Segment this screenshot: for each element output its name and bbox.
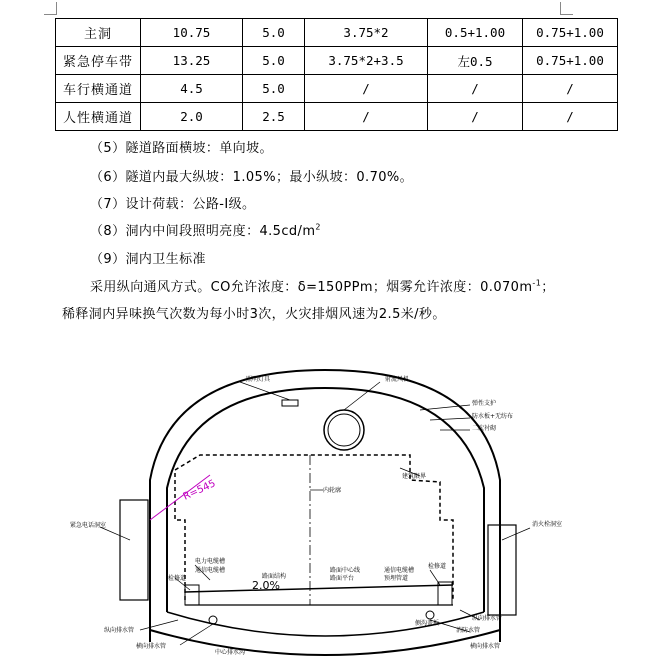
radius-label: R=545 [181, 478, 218, 503]
label-bottom-right-1: 侧沟盖板 [415, 620, 440, 627]
table-cell: 4.5 [141, 75, 243, 103]
label-bottom-right-2: 消防水管 [456, 627, 481, 634]
table-cell: 2.0 [141, 103, 243, 131]
table-cell: 5.0 [243, 19, 305, 47]
right-drain-pipe-icon [426, 611, 434, 619]
table-cell: 10.75 [141, 19, 243, 47]
item-8-superscript: 2 [315, 222, 321, 232]
table-cell: / [305, 103, 428, 131]
table-cell: 3.75*2 [305, 19, 428, 47]
jet-fan-inner-icon [328, 414, 360, 446]
table-cell: / [523, 103, 618, 131]
label-bottom-right-4: 横向排水管 [470, 643, 501, 650]
label-left-mid-3: 检修道 [168, 575, 187, 582]
table-cell: 0.75+1.00 [523, 47, 618, 75]
label-left-mid-2: 通信电缆槽 [195, 567, 226, 574]
label-road-2: 路面中心线 [330, 567, 361, 574]
label-upper-right-2: 防水板+无纺布 [472, 413, 514, 420]
label-road-3: 路面平台 [330, 575, 355, 582]
ventilation-superscript: -1 [532, 278, 542, 288]
label-left-mid-1: 电力电缆槽 [195, 558, 226, 565]
table-cell: 13.25 [141, 47, 243, 75]
radius-leader [150, 475, 210, 520]
item-6-longitudinal-slope: （6）隧道内最大纵坡：1.05%；最小纵坡：0.70%。 [90, 170, 414, 185]
row-header-cell: 主洞 [56, 19, 141, 47]
slope-label: 2.0% [252, 579, 280, 592]
row-header-cell: 人性横通道 [56, 103, 141, 131]
item-8-text: （8）洞内中间段照明亮度：4.5cd/m [90, 224, 316, 239]
label-road-1: 路面结构 [262, 573, 287, 580]
table-cell: / [428, 75, 523, 103]
table-cell: 3.75*2+3.5 [305, 47, 428, 75]
invert-arc [150, 630, 500, 655]
crown-lamp-icon [282, 400, 298, 406]
table-cell: / [523, 75, 618, 103]
table-cell: 左0.5 [428, 47, 523, 75]
road-surface-line [185, 585, 453, 592]
table-cell: 0.75+1.00 [523, 19, 618, 47]
label-left-box: 紧急电话洞室 [70, 522, 107, 529]
label-upper-right-1: 弹性支护 [472, 400, 497, 407]
label-bottom-left-2: 横向排水管 [136, 643, 167, 650]
table-cell: 2.5 [243, 103, 305, 131]
label-right-mid-1: 通信电缆槽 [384, 567, 415, 574]
label-top: 照明灯具 [246, 376, 271, 383]
item-7-design-load: （7）设计荷载：公路-I级。 [90, 197, 256, 212]
label-bottom-left-1: 纵向排水管 [104, 627, 135, 634]
table-cell: 5.0 [243, 75, 305, 103]
table-cell: 5.0 [243, 47, 305, 75]
ventilation-paragraph-line-2: 稀释洞内异味换气次数为每小时3次，火灾排烟风速为2.5米/秒。 [62, 307, 446, 322]
label-bottom-right-3: 纵向排水管 [472, 615, 503, 622]
label-right-box: 消火栓洞室 [532, 521, 563, 528]
label-bottom-mid: 中心排水沟 [215, 649, 246, 656]
table-cell: 0.5+1.00 [428, 19, 523, 47]
label-upper-right-3: 二次衬砌 [472, 425, 497, 432]
right-niche-box [488, 525, 516, 615]
label-right-mid-3: 检修道 [428, 563, 447, 570]
table-cell: / [305, 75, 428, 103]
item-5-cross-slope: （5）隧道路面横坡：单向坡。 [90, 141, 273, 156]
label-clearance: 建筑限界 [402, 473, 427, 480]
row-header-cell: 车行横通道 [56, 75, 141, 103]
label-inner: 内轮廓 [323, 487, 342, 494]
left-niche-box [120, 500, 148, 600]
outer-lining-arc [150, 370, 503, 642]
jet-fan-icon [324, 410, 364, 450]
item-9-hygiene: （9）洞内卫生标准 [90, 252, 206, 267]
ventilation-punct: ； [541, 280, 555, 295]
table-cell: / [428, 103, 523, 131]
ventilation-text: 采用纵向通风方式。CO允许浓度：δ=150PPm；烟雾允许浓度：0.070m [90, 280, 533, 295]
left-drain-pipe-icon [209, 616, 217, 624]
label-fan: 射流风机 [385, 376, 410, 383]
row-header-cell: 紧急停车带 [56, 47, 141, 75]
label-right-mid-2: 预埋管道 [384, 575, 409, 582]
